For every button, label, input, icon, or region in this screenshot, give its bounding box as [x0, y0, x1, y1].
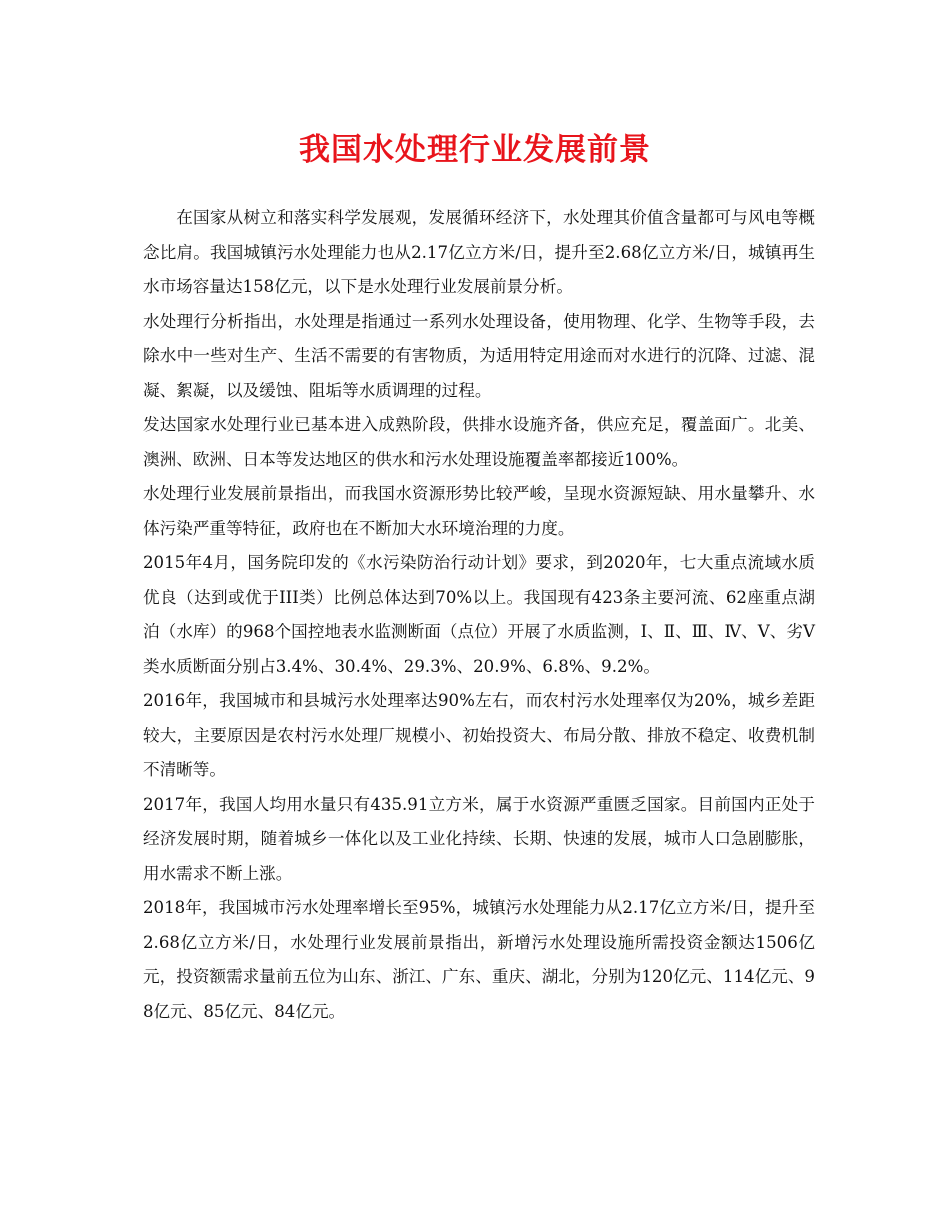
document-title: 我国水处理行业发展前景 — [299, 132, 651, 168]
document-body — [143, 201, 815, 1029]
paragraph: 在国家从树立和落实科学发展观，发展循环经济下，水处理其价值含量都可与风电等概念比肩。我国城镇污水处理能力也从2.17亿立方米/日，提升至2.68亿立方米/日，城镇再生水市场容量达158亿元，以下是水处理行业发展前景分析。 — [143, 208, 815, 296]
paragraph: 2018年，我国城市污水处理率增长至95%，城镇污水处理能力从2.17亿立方米/日，提升至2.68亿立方米/日，水处理行业发展前景指出，新增污水处理设施所需投资金额达1506亿元，投资额需求量前五位为山东、浙江、广东、重庆、湖北，分别为120亿元、114亿元、98亿元、85亿元、84亿元。 — [143, 898, 815, 1021]
paragraph: 发达国家水处理行业已基本进入成熟阶段，供排水设施齐备，供应充足，覆盖面广。北美、澳洲、欧洲、日本等发达地区的供水和污水处理设施覆盖率都接近100%。 — [143, 415, 815, 469]
paragraph: 2015年4月，国务院印发的《水污染防治行动计划》要求，到2020年，七大重点流域水质优良（达到或优于III类）比例总体达到70%以上。我国现有423条主要河流、62座重点湖泊（水库）的968个国控地表水监测断面（点位）开展了水质监测，Ⅰ、Ⅱ、Ⅲ、Ⅳ、Ⅴ、劣Ⅴ类水质断面分别占3.4%、30.4%、29.3%、20.9%、6.8%、9.2%。 — [143, 553, 815, 676]
paragraph: 水处理行分析指出，水处理是指通过一系列水处理设备，使用物理、化学、生物等手段，去除水中一些对生产、生活不需要的有害物质，为适用特定用途而对水进行的沉降、过滤、混凝、絮凝，以及缓蚀、阻垢等水质调理的过程。 — [143, 311, 815, 400]
paragraph: 水处理行业发展前景指出，而我国水资源形势比较严峻，呈现水资源短缺、用水量攀升、水体污染严重等特征，政府也在不断加大水环境治理的力度。 — [143, 484, 815, 538]
paragraph: 2017年，我国人均用水量只有435.91立方米，属于水资源严重匮乏国家。目前国内正处于经济发展时期，随着城乡一体化以及工业化持续、长期、快速的发展，城市人口急剧膨胀，用水需求不断上涨。 — [143, 794, 815, 883]
paragraph: 2016年，我国城市和县城污水处理率达90%左右，而农村污水处理率仅为20%，城乡差距较大，主要原因是农村污水处理厂规模小、初始投资大、布局分散、排放不稳定、收费机制不清晰等。 — [143, 691, 815, 779]
